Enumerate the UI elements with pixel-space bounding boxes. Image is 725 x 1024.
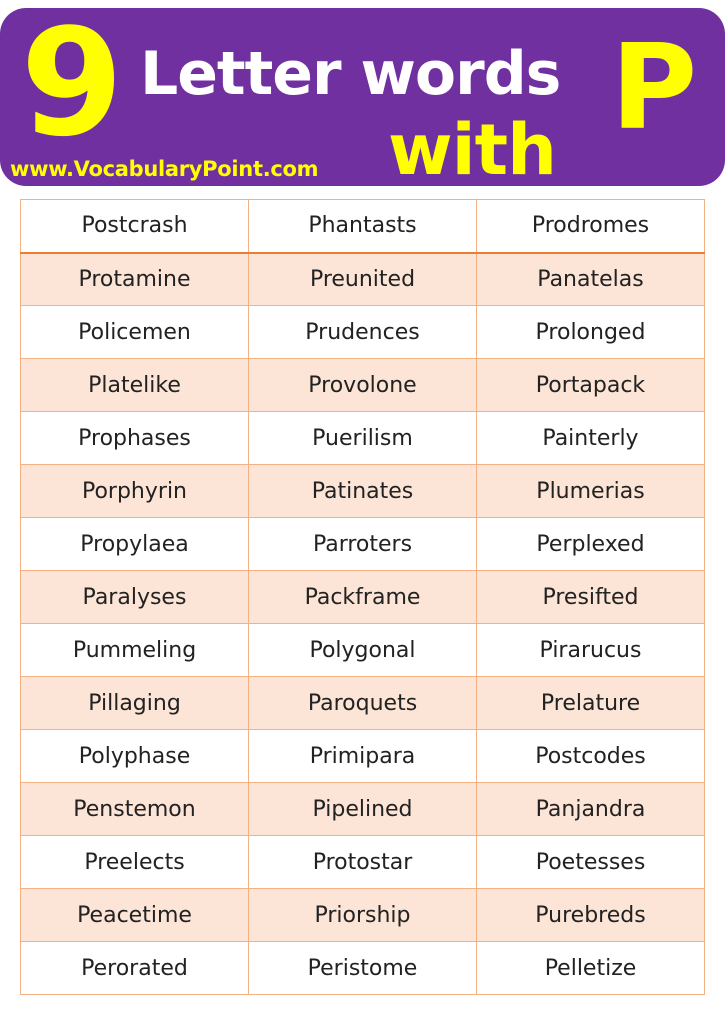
table-row — [21, 677, 705, 730]
word-cell: Preelects — [21, 836, 249, 889]
word-cell: Plumerias — [477, 465, 705, 518]
word-cell: Paralyses — [21, 571, 249, 624]
website-url: www.VocabularyPoint.com — [10, 157, 319, 181]
word-cell: Provolone — [249, 359, 477, 412]
table-row — [21, 942, 705, 995]
word-cell: Propylaea — [21, 518, 249, 571]
word-cell: Painterly — [477, 412, 705, 465]
word-cell: Perorated — [21, 942, 249, 995]
word-cell: Parroters — [249, 518, 477, 571]
word-cell: Pummeling — [21, 624, 249, 677]
word-cell: Platelike — [21, 359, 249, 412]
table-row — [21, 359, 705, 412]
number-nine: 9 — [20, 0, 122, 169]
word-cell: Patinates — [249, 465, 477, 518]
word-cell: Prodromes — [477, 200, 705, 253]
table-row — [21, 200, 705, 253]
word-cell: Peristome — [249, 942, 477, 995]
word-cell: Prelature — [477, 677, 705, 730]
word-cell: Pipelined — [249, 783, 477, 836]
word-cell: Postcodes — [477, 730, 705, 783]
table-row — [21, 571, 705, 624]
word-cell: Primipara — [249, 730, 477, 783]
word-cell: Packframe — [249, 571, 477, 624]
table-row — [21, 624, 705, 677]
word-cell: Pelletize — [477, 942, 705, 995]
word-cell: Prophases — [21, 412, 249, 465]
word-cell: Prolonged — [477, 306, 705, 359]
table-row — [21, 889, 705, 942]
title-banner — [0, 0, 725, 191]
word-cell: Policemen — [21, 306, 249, 359]
word-cell: Poetesses — [477, 836, 705, 889]
table-row — [21, 836, 705, 889]
word-cell: Panjandra — [477, 783, 705, 836]
word-cell: Postcrash — [21, 200, 249, 253]
table-row — [21, 306, 705, 359]
word-cell: Perplexed — [477, 518, 705, 571]
table-row — [21, 412, 705, 465]
word-cell: Presifted — [477, 571, 705, 624]
word-cell: Phantasts — [249, 200, 477, 253]
word-cell: Paroquets — [249, 677, 477, 730]
word-cell: Prudences — [249, 306, 477, 359]
table-row — [21, 518, 705, 571]
word-cell: Purebreds — [477, 889, 705, 942]
word-cell: Puerilism — [249, 412, 477, 465]
word-cell: Pillaging — [21, 677, 249, 730]
word-cell: Peacetime — [21, 889, 249, 942]
word-cell: Panatelas — [477, 253, 705, 306]
word-cell: Penstemon — [21, 783, 249, 836]
table-row — [21, 783, 705, 836]
word-cell: Pirarucus — [477, 624, 705, 677]
letter-p: P — [610, 18, 698, 156]
page-title: Letter words — [140, 39, 561, 109]
table-row — [21, 730, 705, 783]
word-cell: Priorship — [249, 889, 477, 942]
table-row — [21, 253, 705, 306]
table-row — [21, 465, 705, 518]
word-cell: Porphyrin — [21, 465, 249, 518]
word-cell: Portapack — [477, 359, 705, 412]
with-label: with — [388, 109, 556, 191]
word-cell: Preunited — [249, 253, 477, 306]
word-cell: Protamine — [21, 253, 249, 306]
word-table — [20, 199, 705, 995]
word-cell: Polygonal — [249, 624, 477, 677]
word-cell: Polyphase — [21, 730, 249, 783]
word-cell: Protostar — [249, 836, 477, 889]
